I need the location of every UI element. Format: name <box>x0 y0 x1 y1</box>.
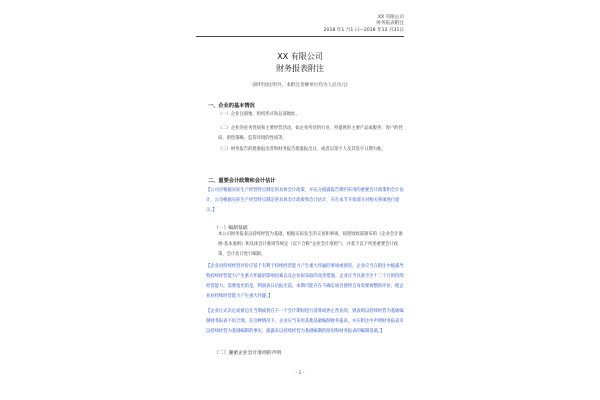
section-heading-accounting-policies: 二、重要会计政策和会计估计 <box>208 178 276 184</box>
document-title: 财务报表附注 <box>276 64 324 73</box>
liquidation-note: 【企业正式决定或被迫在当期或将在下一个会计期间进行清算或停止营业的，则表明以持续经营为基础编制财务报表不再合理。在这种情况下，企业应当采用其他基础编制财务报表，并在附注中声明财务报表未以持续经营为基础编制的事实，披露未以持续经营为基础编制的原因和财务报表的编制基础。】 <box>206 309 404 334</box>
section1-item: （一）企业注册地、组织形式和总部地址。 <box>218 112 300 117</box>
subheading-basis-of-preparation: （一）编制基础 <box>214 226 248 231</box>
section1-item: （二）企业的业务性质和主要经营活动，如企业所处的行业、所提供的主要产品或服务、客户的性质、销售策略、监管环境的性质等。 <box>218 126 403 141</box>
header-rule <box>196 36 404 37</box>
unit-note: (除特别注明外，本附注金额单位均为人民币元) <box>252 83 348 88</box>
page-number: - 1 - <box>295 371 305 376</box>
accounting-policy-note: 【公司应根据实际生产经营特点制定的具体会计政策，并充分披露报告期内采用的重要会计政策和会计估计。公司根据实际生产经营特点制定的具体会计政策和会计估计，应在本节开始部分对相关事项进行提示。】 <box>206 188 404 213</box>
going-concern-note: 【企业对持续经营评价应基于有利于持续经营能力产生重大怀疑的事项或情况，企业应当在附注中披露导致持续经营能力产生重大怀疑的影响因素以及企业拟采取的改善措施。企业应当具备至少十二个月的持续经营能力。需要指出的是，利润表日后报出前，本期可能存在不确定项目使得自身需要调整的评价，使企业对持续经营能力产生重大怀疑。】 <box>206 264 404 299</box>
header-doc-title: 财务报表附注 <box>376 21 404 26</box>
basis-of-preparation-text: 本公司财务报表以持续经营为基础，根据实际发生的交易和事项，按照财政部颁布的《企业会计准则-基本准则》和具体会计准则等规定（以下合称“企业会计准则”），并基于以下所述重要会计政策、会计估计进行编制。 <box>218 232 403 257</box>
header-period: 2018 年1 月1 日—2018 年12 月31日 <box>323 28 404 33</box>
header-company: XX 有限公司 <box>377 15 404 20</box>
section-heading-basic-info: 一、企业的基本情况 <box>208 103 255 109</box>
document-company-title: XX 有限公司 <box>277 52 323 61</box>
subheading-compliance-statement: （二）遵循企业会计准则的声明 <box>214 351 282 356</box>
section1-item: （三）财务报告的批准报出者和财务报告批准报出日，或者以签字人及其签字日期为准。 <box>218 147 386 152</box>
